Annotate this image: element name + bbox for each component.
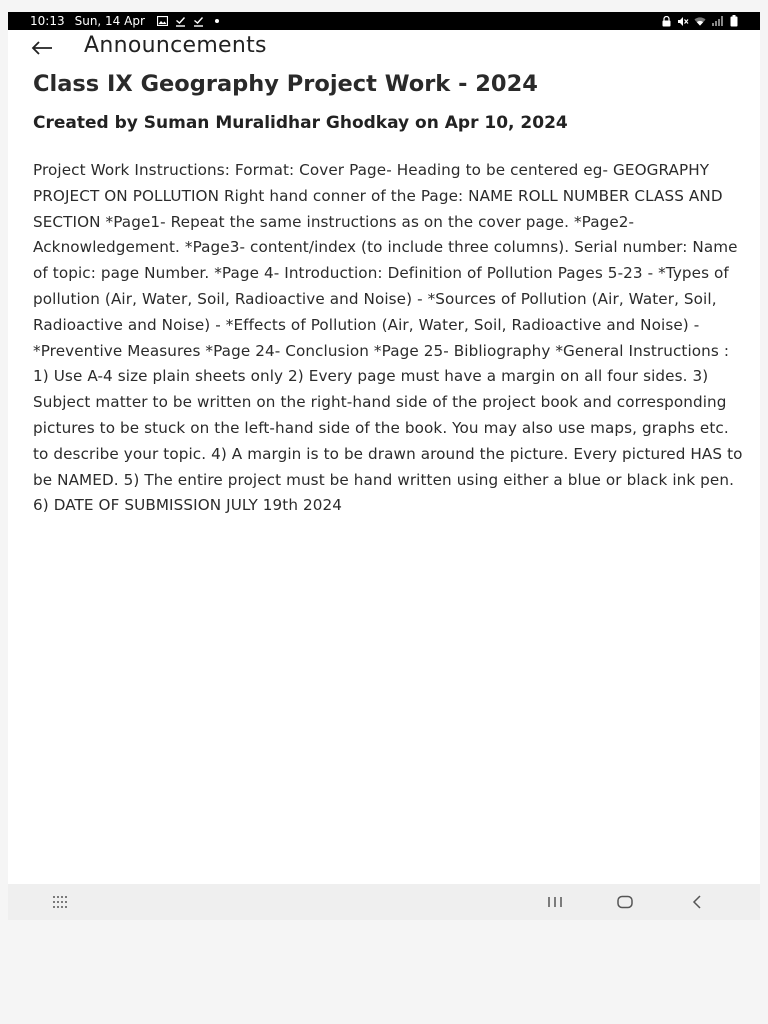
battery-icon xyxy=(728,15,740,27)
system-nav-bar xyxy=(8,884,760,920)
app-bar xyxy=(8,30,760,64)
device-screen xyxy=(8,12,760,920)
wifi-icon xyxy=(694,15,706,27)
arrow-left-icon xyxy=(31,40,53,56)
back-arrow-button[interactable] xyxy=(30,36,54,60)
home-button[interactable] xyxy=(613,890,637,914)
status-date: Sun, 14 Apr xyxy=(74,14,145,28)
back-icon xyxy=(690,894,704,910)
mute-icon xyxy=(677,15,689,27)
announcement-body: Project Work Instructions: Format: Cover Page- Heading to be centered eg- GEOGRAPHY PROJECT ON POLLUTION Right hand conner of the Page: NAME ROLL NUMBER CLASS AND SECTION *Page1- Repeat the same instructions as on the cover page. *Page2- Acknowledgement. *Page3- content/index (to include three columns). Serial number: Name of topic: page Number. *Page 4- Introduction: Definition of Pollution Pages 5-23 - *Types of pollution (Air, Water, Soil, Radioactive and Noise) - *Sources of Pollution (Air, Water, Soil, Radioactive and Noise) - *Effects of Pollution (Air, Water, Soil, Radioactive and Noise) - *Preventive Measures *Page 24- Conclusion *Page 25- Bibliography *General Instructions : 1) Use A-4 size plain sheets only 2) Every page must have a margin on all four sides. 3) Subject matter to be written on the right-hand side of the project book and corresponding pictures to be stuck on the left-hand side of the book. You may also use maps, graphs etc. to describe your topic. 4) A margin is to be drawn around the picture. Every pictured HAS to be NAMED. 5) The entire project must be hand written using either a blue or black ink pen. 6) DATE OF SUBMISSION JULY 19th 2024 xyxy=(33,161,743,515)
announcement-author: Created by Suman Muralidhar Ghodkay on Apr 10, 2024 xyxy=(33,113,568,133)
back-nav-button[interactable] xyxy=(685,890,709,914)
recents-button[interactable] xyxy=(543,890,567,914)
image-icon xyxy=(157,15,169,27)
announcement-title: Class IX Geography Project Work - 2024 xyxy=(33,71,538,97)
page-title: Announcements xyxy=(84,33,267,58)
download-done-icon xyxy=(193,15,205,27)
status-time: 10:13 xyxy=(30,14,65,28)
lock-icon xyxy=(660,15,672,27)
dot-icon xyxy=(211,15,223,27)
home-icon xyxy=(616,895,634,909)
status-bar xyxy=(8,12,760,30)
signal-icon xyxy=(711,15,723,27)
recents-icon xyxy=(546,895,564,909)
apps-grid-icon xyxy=(52,895,68,909)
download-done-icon xyxy=(175,15,187,27)
apps-grid-button[interactable] xyxy=(48,890,72,914)
